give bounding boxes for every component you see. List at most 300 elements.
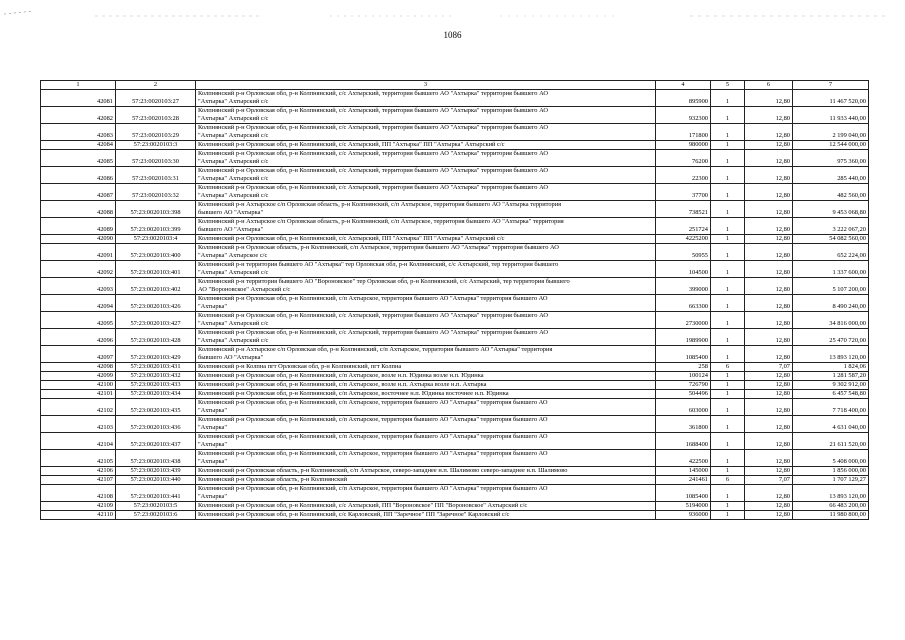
table-row (41, 244, 869, 261)
address-line-2: "Ахтырка" Ахтырский с/с (198, 158, 269, 165)
rate-value: 12,80 (745, 218, 793, 235)
category-code: 1 (711, 329, 745, 346)
cadastral-number: 57:23:0020103:434 (116, 390, 196, 399)
table-row (41, 312, 869, 329)
category-code: 1 (711, 433, 745, 450)
plot-area: 980000 (656, 141, 711, 150)
address-line-2: "Ахтырка" Ахтырский с/с (198, 320, 269, 327)
cadastral-number: 57:23:0020103:439 (116, 467, 196, 476)
cadastral-value: 285 440,00 (793, 167, 869, 184)
category-code: 1 (711, 295, 745, 312)
address-line-1: Колпнянский р-н Орловская область, р-н Колпнянский, с/п Ахтырское, северо-западнее н.п. Шалимово северо-западнее н.п. Шалимово (198, 467, 568, 474)
address-line-1: Колпнянский р-н Орловская обл, р-н Колпнянский, с/с Ахтырский, территория бывшего АО "Ахтырка" территория бывшего АО (198, 329, 549, 336)
plot-address (196, 184, 656, 201)
cadastral-number: 57:23:0020103:31 (116, 167, 196, 184)
table-row (41, 433, 869, 450)
rate-value: 12,80 (745, 90, 793, 107)
address-line-2: "Ахтырка" (198, 493, 227, 500)
cadastral-number: 57:23:0020103:437 (116, 433, 196, 450)
address-line-2: бывшего АО "Ахтырка" (198, 226, 264, 233)
rate-value: 12,80 (745, 399, 793, 416)
category-code: 6 (711, 363, 745, 372)
row-number: 42085 (41, 150, 116, 167)
row-number: 42082 (41, 107, 116, 124)
row-number: 42083 (41, 124, 116, 141)
row-number: 42089 (41, 218, 116, 235)
plot-area: 726790 (656, 381, 711, 390)
plot-area: 504496 (656, 390, 711, 399)
cadastral-value: 7 718 400,00 (793, 399, 869, 416)
plot-area: 22300 (656, 167, 711, 184)
table-row (41, 476, 869, 485)
category-code: 1 (711, 485, 745, 502)
plot-address (196, 150, 656, 167)
cadastral-value: 3 222 067,20 (793, 218, 869, 235)
rate-value: 12,80 (745, 346, 793, 363)
row-number: 42088 (41, 201, 116, 218)
plot-area: 104500 (656, 261, 711, 278)
cadastral-value: 1 824,06 (793, 363, 869, 372)
plot-address (196, 372, 656, 381)
table-row (41, 278, 869, 295)
plot-address (196, 278, 656, 295)
plot-area: 37700 (656, 184, 711, 201)
rate-value: 12,80 (745, 416, 793, 433)
plot-address (196, 346, 656, 363)
plot-address (196, 450, 656, 467)
cadastral-value: 8 490 240,00 (793, 295, 869, 312)
cadastral-value: 652 224,00 (793, 244, 869, 261)
cadastral-number: 57:23:0020103:441 (116, 485, 196, 502)
address-line-1: Колпнянский р-н территория бывшего АО "Ахтырка" тер Орловская обл, р-н Колпнянский, с/с Ахтырский, тер территория бывшего (198, 261, 559, 268)
cadastral-value: 11 980 800,00 (793, 511, 869, 520)
address-line-2: "Ахтырка" Ахтырский с/с (198, 192, 269, 199)
address-line-2: "Ахтырка" Ахтырский с/с (198, 132, 269, 139)
rate-value: 12,80 (745, 278, 793, 295)
category-code: 1 (711, 502, 745, 511)
cadastral-number: 57:23:0020103:402 (116, 278, 196, 295)
plot-address (196, 381, 656, 390)
plot-address (196, 218, 656, 235)
address-line-2: "Ахтырка" (198, 441, 227, 448)
rate-value: 12,80 (745, 141, 793, 150)
column-header-4: 4 (656, 81, 711, 90)
rate-value: 12,80 (745, 485, 793, 502)
cadastral-value: 25 470 720,00 (793, 329, 869, 346)
cadastral-value: 9 302 912,00 (793, 381, 869, 390)
plot-area: 1989900 (656, 329, 711, 346)
plot-address (196, 235, 656, 244)
category-code: 1 (711, 450, 745, 467)
row-number: 42109 (41, 502, 116, 511)
address-line-1: Колпнянский р-н Орловская обл, р-н Колпнянский, с/п Ахтырское, территория бывшего АО "Ахтырка" территория бывшего АО (198, 433, 548, 440)
cadastral-number: 57:23:0020103:440 (116, 476, 196, 485)
rate-value: 12,80 (745, 167, 793, 184)
cadastral-value: 975 360,00 (793, 150, 869, 167)
column-header-1: 1 (41, 81, 116, 90)
address-line-1: Колпнянский р-н Орловская обл, р-н Колпнянский, с/с Ахтырский, территория бывшего АО "Ахтырка" территория бывшего АО (198, 107, 549, 114)
plot-area: 100124 (656, 372, 711, 381)
cadastral-value: 66 483 200,00 (793, 502, 869, 511)
address-line-1: Колпнянский р-н Орловская обл, р-н Колпнянский, с/с Ахтырский, территория бывшего АО "Ахтырка" территория бывшего АО (198, 312, 549, 319)
plot-area: 241461 (656, 476, 711, 485)
plot-area: 932300 (656, 107, 711, 124)
address-line-1: Колпнянский р-н Ахтырское с/п Орловская область, р-н Колпнянский, с/п Ахтырское, территория бывшего АО "Ахтырка территория (198, 201, 562, 208)
plot-address (196, 467, 656, 476)
rate-value: 12,80 (745, 244, 793, 261)
rate-value: 12,80 (745, 150, 793, 167)
category-code: 1 (711, 218, 745, 235)
cadastral-number: 57:23:0020103:433 (116, 381, 196, 390)
table-row (41, 450, 869, 467)
cadastral-value: 2 199 040,00 (793, 124, 869, 141)
cadastral-number: 57:23:0020103:432 (116, 372, 196, 381)
plot-address (196, 107, 656, 124)
address-line-1: Колпнянский р-н Колпна пгт Орловская обл, р-н Колпнянский, пгт Колпна (198, 363, 402, 370)
address-line-2: "Ахтырка" Ахтырский с/с (198, 98, 269, 105)
table-row (41, 201, 869, 218)
category-code: 1 (711, 184, 745, 201)
category-code: 1 (711, 467, 745, 476)
address-line-2: "Ахтырка" Ахтырский с/с (198, 337, 269, 344)
category-code: 1 (711, 141, 745, 150)
address-line-1: Колпнянский р-н Ахтырское с/п Орловская область, р-н Колпнянский, с/п Ахтырское, территория бывшего АО "Ахтырка" территория (198, 218, 564, 225)
cadastral-value: 54 082 560,00 (793, 235, 869, 244)
cadastral-number: 57:23:0020103:431 (116, 363, 196, 372)
cadastral-value: 21 611 520,00 (793, 433, 869, 450)
cadastral-value: 5 107 200,00 (793, 278, 869, 295)
address-line-1: Колпнянский р-н Орловская обл, р-н Колпнянский, с/с Ахтырский, ПП "Ахтырка" ПП "Ахтырка" Ахтырский с/с (198, 235, 505, 242)
category-code: 1 (711, 372, 745, 381)
cadastral-number: 57:23:0020103:399 (116, 218, 196, 235)
row-number: 42081 (41, 90, 116, 107)
rate-value: 12,80 (745, 295, 793, 312)
address-line-1: Колпнянский р-н Орловская обл, р-н Колпнянский, с/с Ахтырский, территория бывшего АО "Ахтырка" территория бывшего АО (198, 150, 549, 157)
category-code: 1 (711, 390, 745, 399)
address-line-2: "Ахтырка" Ахтырский с/с (198, 115, 269, 122)
plot-address (196, 502, 656, 511)
plot-area: 50955 (656, 244, 711, 261)
rate-value: 12,80 (745, 450, 793, 467)
plot-area: 1085400 (656, 346, 711, 363)
table-row (41, 261, 869, 278)
rate-value: 12,80 (745, 390, 793, 399)
plot-address (196, 261, 656, 278)
plot-address (196, 90, 656, 107)
address-line-2: АО "Вороновское" Ахтырский с/с (198, 286, 291, 293)
table-row (41, 467, 869, 476)
plot-area: 1688400 (656, 433, 711, 450)
table-row (41, 502, 869, 511)
rate-value: 12,80 (745, 107, 793, 124)
address-line-1: Колпнянский р-н Орловская обл, р-н Колпнянский, с/с Ахтырский, территория бывшего АО "Ахтырка" территория бывшего АО (198, 124, 549, 131)
category-code: 1 (711, 244, 745, 261)
category-code: 1 (711, 381, 745, 390)
address-line-1: Колпнянский р-н Орловская область, р-н Колпнянский, с/п Ахтырское, территория бывшего АО "Ахтырка" территория бывшего АО (198, 244, 559, 251)
cadastral-number: 57:23:0020103:398 (116, 201, 196, 218)
rate-value: 12,80 (745, 329, 793, 346)
cadastral-value: 6 457 548,80 (793, 390, 869, 399)
category-code: 1 (711, 150, 745, 167)
table-row (41, 399, 869, 416)
plot-address (196, 201, 656, 218)
plot-area: 258 (656, 363, 711, 372)
address-line-2: "Ахтырка" (198, 424, 227, 431)
address-line-2: "Ахтырка" (198, 303, 227, 310)
row-number: 42084 (41, 141, 116, 150)
rate-value: 12,80 (745, 433, 793, 450)
row-number: 42108 (41, 485, 116, 502)
plot-address (196, 244, 656, 261)
category-code: 1 (711, 312, 745, 329)
cadastral-number: 57:23:0020103:436 (116, 416, 196, 433)
plot-address (196, 141, 656, 150)
row-number: 42095 (41, 312, 116, 329)
address-line-1: Колпнянский р-н Орловская обл, р-н Колпнянский, с/п Ахтырское, восточнее н.п. Юдинка восточнее н.п. Юдинка (198, 390, 509, 397)
table-row (41, 167, 869, 184)
plot-area: 738521 (656, 201, 711, 218)
address-line-1: Колпнянский р-н Орловская обл, р-н Колпнянский, с/с Ахтырский, территория бывшего АО "Ахтырка" территория бывшего АО (198, 184, 549, 191)
plot-area: 422500 (656, 450, 711, 467)
plot-address (196, 312, 656, 329)
address-line-1: Колпнянский р-н Орловская обл, р-н Колпнянский, с/п Ахтырское, территория бывшего АО "Ахтырка" территория бывшего АО (198, 450, 548, 457)
address-line-1: Колпнянский р-н Орловская обл, р-н Колпнянский, с/п Ахтырское, территория бывшего АО "Ахтырка" территория бывшего АО (198, 416, 548, 423)
plot-area: 5194000 (656, 502, 711, 511)
cadastral-number: 57:23:0020103:27 (116, 90, 196, 107)
scan-header-noise (0, 2, 905, 22)
row-number: 42106 (41, 467, 116, 476)
row-number: 42096 (41, 329, 116, 346)
plot-address (196, 399, 656, 416)
row-number: 42107 (41, 476, 116, 485)
row-number: 42092 (41, 261, 116, 278)
address-line-2: "Ахтырка" (198, 458, 227, 465)
plot-address (196, 416, 656, 433)
category-code: 1 (711, 167, 745, 184)
address-line-1: Колпнянский р-н Орловская обл, р-н Колпнянский, с/п Ахтырское, возле н.п. Ахтырка возле н.п. Ахтырка (198, 381, 487, 388)
table-row (41, 141, 869, 150)
cadastral-value: 13 893 120,00 (793, 485, 869, 502)
cadastral-number: 57:23:0020103:400 (116, 244, 196, 261)
address-line-1: Колпнянский р-н Ахтырское с/п Орловская обл, р-н Колпнянский, с/п Ахтырское, территория бывшего АО "Ахтырка" территория (198, 346, 553, 353)
plot-address (196, 167, 656, 184)
cadastral-value: 1 856 000,00 (793, 467, 869, 476)
table-row (41, 107, 869, 124)
rate-value: 12,80 (745, 124, 793, 141)
plot-area: 936000 (656, 511, 711, 520)
row-number: 42104 (41, 433, 116, 450)
plot-area: 171800 (656, 124, 711, 141)
plot-address (196, 511, 656, 520)
category-code: 1 (711, 511, 745, 520)
category-code: 1 (711, 90, 745, 107)
plot-address (196, 485, 656, 502)
rate-value: 12,80 (745, 201, 793, 218)
cadastral-number: 57:23:0020103:5 (116, 502, 196, 511)
row-number: 42100 (41, 381, 116, 390)
category-code: 1 (711, 235, 745, 244)
category-code: 1 (711, 278, 745, 295)
table-row (41, 381, 869, 390)
plot-address (196, 124, 656, 141)
address-line-1: Колпнянский р-н Орловская обл, р-н Колпнянский, с/с Ахтырский, территория бывшего АО "Ахтырка" территория бывшего АО (198, 90, 549, 97)
row-number: 42090 (41, 235, 116, 244)
rate-value: 12,80 (745, 184, 793, 201)
row-number: 42110 (41, 511, 116, 520)
table-row (41, 295, 869, 312)
plot-area: 603000 (656, 399, 711, 416)
table-row (41, 235, 869, 244)
category-code: 1 (711, 399, 745, 416)
cadastral-number: 57:23:0020103:3 (116, 141, 196, 150)
address-line-2: "Ахтырка" Ахтырское с/с (198, 252, 268, 259)
row-number: 42091 (41, 244, 116, 261)
rate-value: 7,07 (745, 476, 793, 485)
row-number: 42103 (41, 416, 116, 433)
row-number: 42093 (41, 278, 116, 295)
rate-value: 7,07 (745, 363, 793, 372)
plot-address (196, 363, 656, 372)
cadastral-number: 57:23:0020103:6 (116, 511, 196, 520)
land-plots-table (40, 80, 869, 520)
cadastral-number: 57:23:0020103:427 (116, 312, 196, 329)
category-code: 1 (711, 107, 745, 124)
address-line-1: Колпнянский р-н Орловская обл, р-н Колпнянский, с/с Ахтырский, ПП "Вороновское" ПП "Вороновское" Ахтырский с/с (198, 502, 528, 509)
rate-value: 12,80 (745, 261, 793, 278)
table-row (41, 346, 869, 363)
column-header-7: 7 (793, 81, 869, 90)
cadastral-value: 9 453 068,80 (793, 201, 869, 218)
address-line-2: бывшего АО "Ахтырка" (198, 209, 264, 216)
cadastral-value: 4 631 040,00 (793, 416, 869, 433)
row-number: 42087 (41, 184, 116, 201)
address-line-1: Колпнянский р-н Орловская обл, р-н Колпнянский, с/с Карловский, ПП "Заречное" ПП "Заречное" Карловский с/с (198, 511, 510, 518)
table-row (41, 329, 869, 346)
table-row (41, 90, 869, 107)
category-code: 6 (711, 476, 745, 485)
cadastral-number: 57:23:0020103:401 (116, 261, 196, 278)
cadastral-value: 11 467 520,00 (793, 90, 869, 107)
plot-area: 251724 (656, 218, 711, 235)
column-header-5: 5 (711, 81, 745, 90)
plot-area: 145000 (656, 467, 711, 476)
table-row (41, 150, 869, 167)
table-row (41, 184, 869, 201)
cadastral-number: 57:23:0020103:30 (116, 150, 196, 167)
address-line-2: бывшего АО "Ахтырка" (198, 354, 264, 361)
category-code: 1 (711, 261, 745, 278)
row-number: 42097 (41, 346, 116, 363)
plot-area: 361800 (656, 416, 711, 433)
cadastral-value: 1 337 600,00 (793, 261, 869, 278)
rate-value: 12,80 (745, 372, 793, 381)
table-row (41, 363, 869, 372)
address-line-1: Колпнянский р-н Орловская обл, р-н Колпнянский, с/п Ахтырское, территория бывшего АО "Ахтырка" территория бывшего АО (198, 485, 548, 492)
category-code: 1 (711, 201, 745, 218)
cadastral-value: 5 408 000,00 (793, 450, 869, 467)
rate-value: 12,80 (745, 511, 793, 520)
category-code: 1 (711, 416, 745, 433)
address-line-1: Колпнянский р-н Орловская обл, р-н Колпнянский, с/с Ахтырский, ПП "Ахтырка" ПП "Ахтырка" Ахтырский с/с (198, 141, 505, 148)
row-number: 42098 (41, 363, 116, 372)
address-line-2: "Ахтырка" (198, 407, 227, 414)
row-number: 42105 (41, 450, 116, 467)
column-header-6: 6 (745, 81, 793, 90)
plot-area: 663300 (656, 295, 711, 312)
table-header-row (41, 81, 869, 90)
cadastral-value: 1 281 587,20 (793, 372, 869, 381)
plot-area: 895900 (656, 90, 711, 107)
plot-address (196, 476, 656, 485)
address-line-2: "Ахтырка" Ахтырский с/с (198, 175, 269, 182)
cadastral-number: 57:23:0020103:29 (116, 124, 196, 141)
plot-address (196, 433, 656, 450)
cadastral-value: 1 707 129,27 (793, 476, 869, 485)
address-line-1: Колпнянский р-н Орловская обл, р-н Колпнянский, с/п Ахтырское, территория бывшего АО "Ахтырка" территория бывшего АО (198, 295, 548, 302)
row-number: 42102 (41, 399, 116, 416)
plot-area: 1085400 (656, 485, 711, 502)
row-number: 42086 (41, 167, 116, 184)
cadastral-number: 57:23:0020103:4 (116, 235, 196, 244)
page-number: 1086 (443, 30, 462, 40)
cadastral-number: 57:23:0020103:28 (116, 107, 196, 124)
cadastral-number: 57:23:0020103:426 (116, 295, 196, 312)
address-line-1: Колпнянский р-н Орловская обл, р-н Колпнянский, с/п Ахтырское, территория бывшего АО "Ахтырка" территория бывшего АО (198, 399, 548, 406)
rate-value: 12,80 (745, 381, 793, 390)
row-number: 42101 (41, 390, 116, 399)
cadastral-value: 12 544 000,00 (793, 141, 869, 150)
table-body (41, 90, 869, 520)
rate-value: 12,80 (745, 502, 793, 511)
cadastral-number: 57:23:0020103:32 (116, 184, 196, 201)
column-header-2: 2 (116, 81, 196, 90)
plot-area: 4225200 (656, 235, 711, 244)
table-row (41, 511, 869, 520)
table-row (41, 416, 869, 433)
cadastral-number: 57:23:0020103:429 (116, 346, 196, 363)
table-row (41, 485, 869, 502)
cadastral-value: 34 816 000,00 (793, 312, 869, 329)
row-number: 42099 (41, 372, 116, 381)
column-header-3: 3 (196, 81, 656, 90)
plot-area: 399000 (656, 278, 711, 295)
cadastral-value: 13 893 120,00 (793, 346, 869, 363)
cadastral-number: 57:23:0020103:428 (116, 329, 196, 346)
table-row (41, 390, 869, 399)
plot-area: 76200 (656, 150, 711, 167)
cadastral-value: 11 933 440,00 (793, 107, 869, 124)
cadastral-number: 57:23:0020103:438 (116, 450, 196, 467)
row-number: 42094 (41, 295, 116, 312)
table-row (41, 372, 869, 381)
address-line-1: Колпнянский р-н Орловская область, р-н Колпнянский (198, 476, 348, 483)
plot-address (196, 390, 656, 399)
table-row (41, 124, 869, 141)
category-code: 1 (711, 124, 745, 141)
rate-value: 12,80 (745, 312, 793, 329)
category-code: 1 (711, 346, 745, 363)
address-line-1: Колпнянский р-н Орловская обл, р-н Колпнянский, с/с Ахтырский, территория бывшего АО "Ахтырка" территория бывшего АО (198, 167, 549, 174)
address-line-1: Колпнянский р-н Орловская обл, р-н Колпнянский, с/п Ахтырское, возле н.п. Юдинка возле н.п. Юдинка (198, 372, 484, 379)
rate-value: 12,80 (745, 235, 793, 244)
table-row (41, 218, 869, 235)
plot-area: 2730000 (656, 312, 711, 329)
rate-value: 12,80 (745, 467, 793, 476)
address-line-1: Колпнянский р-н территория бывшего АО "Вороновское" тер Орловская обл, р-н Колпнянский, с/с Ахтырский, тер территория бывшего (198, 278, 570, 285)
plot-address (196, 295, 656, 312)
address-line-2: "Ахтырка" Ахтырский с/с (198, 269, 269, 276)
cadastral-number: 57:23:0020103:435 (116, 399, 196, 416)
